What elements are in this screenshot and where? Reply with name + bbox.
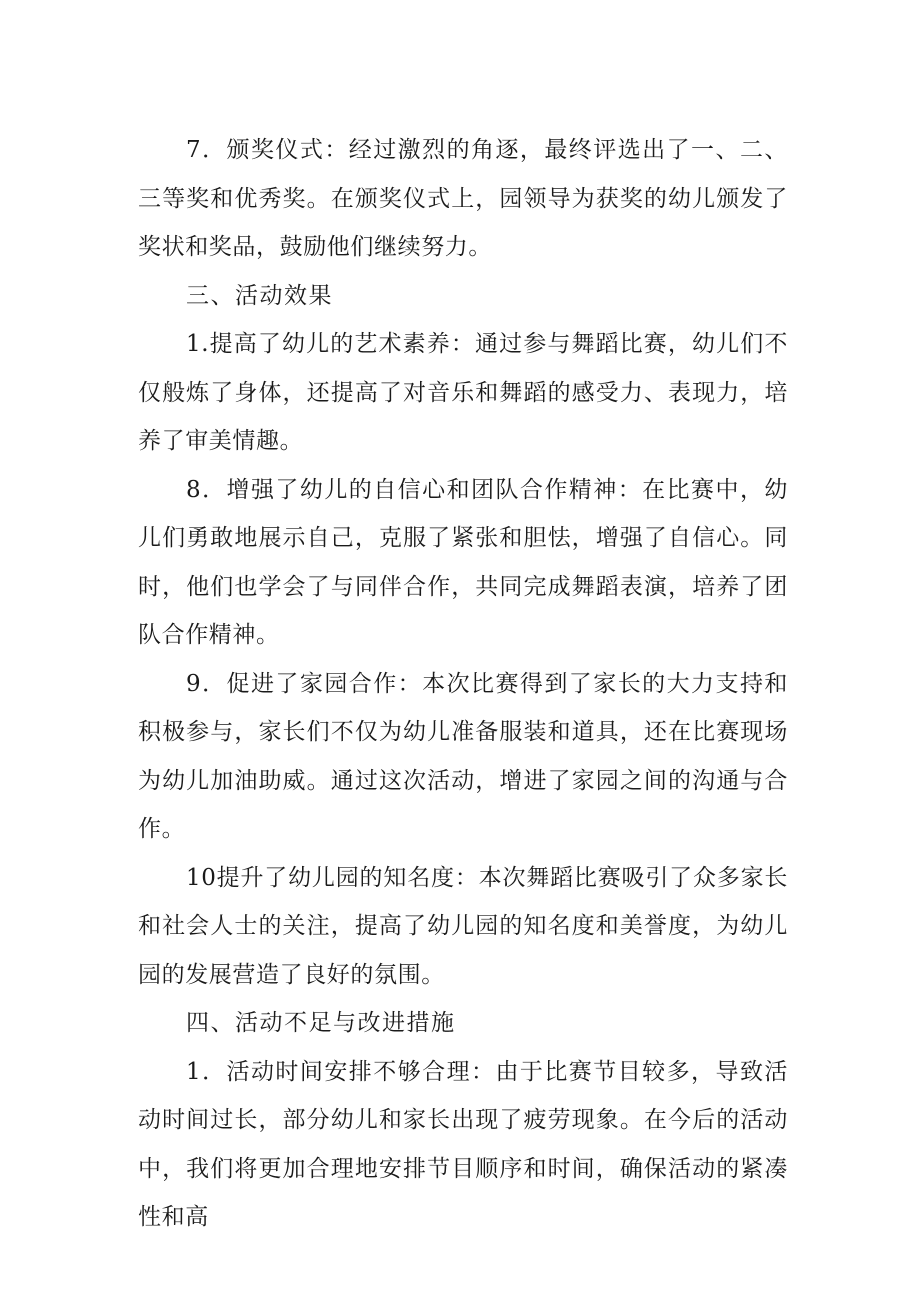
paragraph-kindergarten-reputation: 10提升了幼儿园的知名度：本次舞蹈比赛吸引了众多家长和社会人士的关注，提高了幼儿园的知名度和美誉度，为幼儿园的发展营造了良好的氛围。 xyxy=(138,864,788,988)
paragraph-time-arrangement: 1．活动时间安排不够合理：由于比赛节目较多，导致活动时间过长，部分幼儿和家长出现了疲劳现象。在今后的活动中，我们将更加合理地安排节目顺序和时间，确保活动的紧凑性和高 xyxy=(138,1058,788,1230)
paragraph-art-literacy: 1.提高了幼儿的艺术素养：通过参与舞蹈比赛，幼儿们不仅般炼了身体，还提高了对音乐和舞蹈的感受力、表现力，培养了审美情趣。 xyxy=(138,331,788,454)
paragraph-award-ceremony: 7．颁奖仪式：经过激烈的角逐，最终评选出了一、二、三等奖和优秀奖。在颁奖仪式上，园领导为获奖的幼儿颁发了奖状和奖品，鼓励他们继续努力。 xyxy=(138,137,788,260)
document-body xyxy=(138,126,788,1242)
paragraph-confidence-teamwork: 8．增强了幼儿的自信心和团队合作精神：在比赛中，幼儿们勇敢地展示自己，克服了紧张和胆怯，增强了自信心。同时，他们也学会了与同伴合作，共同完成舞蹈表演，培养了团队合作精神。 xyxy=(138,476,788,648)
paragraph-home-school-cooperation: 9．促进了家园合作：本次比赛得到了家长的大力支持和积极参与，家长们不仅为幼儿准备服装和道具，还在比赛现场为幼儿加油助威。通过这次活动，增进了家园之间的沟通与合作。 xyxy=(138,670,788,842)
section-heading-shortcomings: 四、活动不足与改进措施 xyxy=(186,1010,456,1036)
section-heading-activity-effects: 三、活动效果 xyxy=(186,282,333,309)
